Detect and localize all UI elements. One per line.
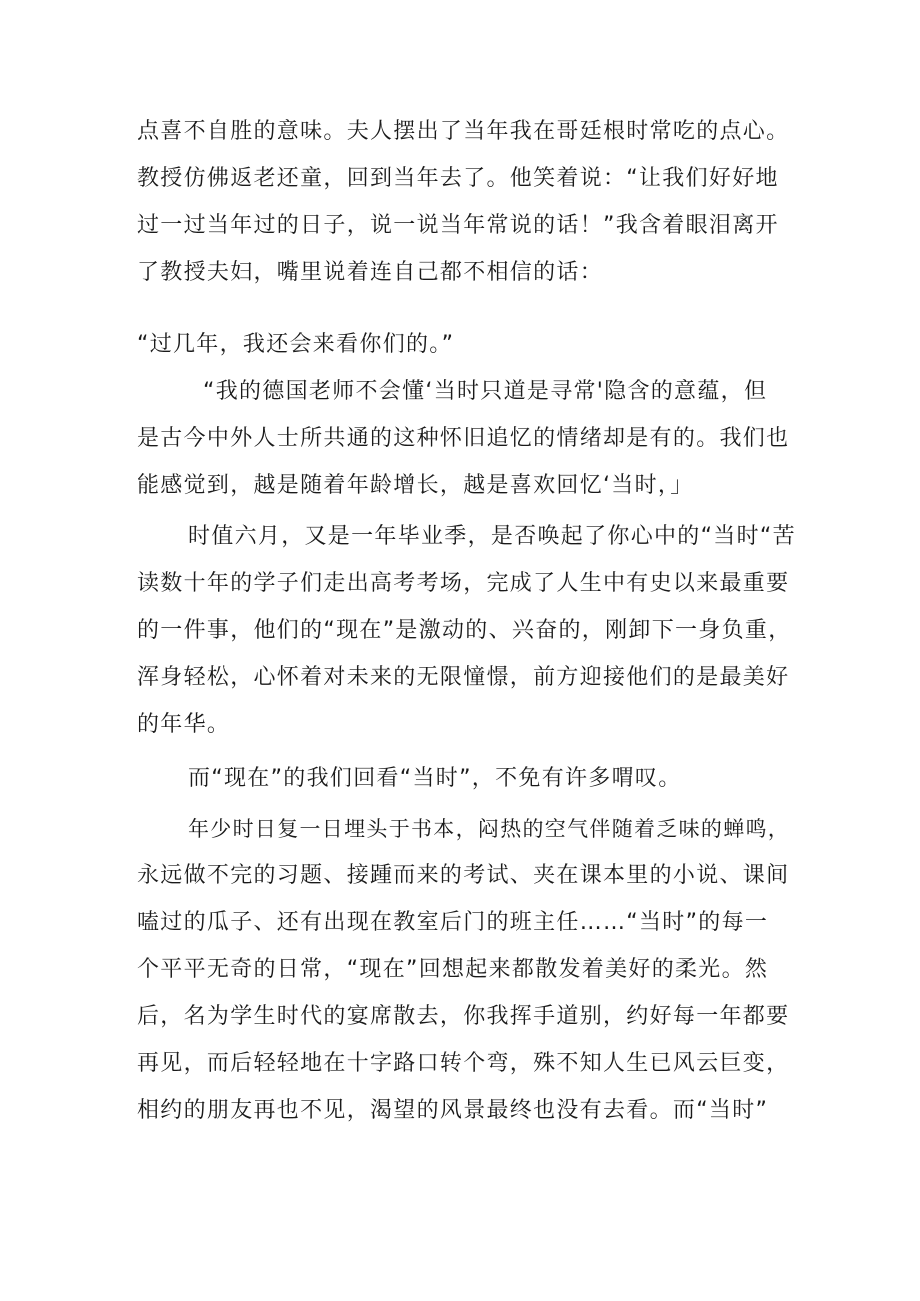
text-line-7: 是古今中外人士所共通的这种怀旧追忆的情绪却是有的。我们也 — [137, 426, 790, 451]
text-line-13: 的年华。 — [137, 712, 231, 737]
text-line-21: 相约的朋友再也不见，渴望的风景最终也没有去看。而“当时” — [137, 1098, 769, 1123]
text-line-5: “过几年，我还会来看你们的。” — [137, 332, 455, 357]
text-line-8: 能感觉到，越是随着年龄增长，越是喜欢回忆‘当时，」 — [137, 473, 694, 498]
text-line-19: 后，名为学生时代的宴席散去，你我挥手道别，约好每一年都要 — [137, 1004, 790, 1029]
text-line-4: 了教授夫妇，嘴里说着连自己都不相信的话： — [137, 260, 604, 285]
text-line-1: 点喜不自胜的意味。夫人摆出了当年我在哥廷根时常吃的点心。 — [137, 119, 790, 144]
text-line-9: 时值六月，又是一年毕业季，是否唤起了你心中的“当时“苦 — [188, 524, 796, 549]
text-line-3: 过一过当年过的日子，说一说当年常说的话！”我含着眼泪离开 — [137, 213, 779, 238]
text-line-18: 个平平无奇的日常，“现在”回想起来都散发着美好的柔光。然 — [137, 957, 769, 982]
text-line-15: 年少时日复一日埋头于书本，闷热的空气伴随着乏味的蝉鸣， — [188, 817, 791, 841]
text-line-10: 读数十年的学子们走出高考考场，完成了人生中有史以来最重要 — [137, 571, 790, 596]
text-line-6: “我的德国老师不会懂‘当时只道是寻常'隐含的意蕴，但 — [203, 379, 768, 404]
text-line-12: 浑身轻松，心怀着对未来的无限憧憬，前方迎接他们的是最美好 — [137, 665, 790, 690]
text-line-20: 再见，而后轻轻地在十字路口转个弯，殊不知人生已风云巨变， — [137, 1051, 790, 1076]
text-line-17: 嗑过的瓜子、还有出现在教室后门的班主任……“当时”的每一 — [137, 910, 769, 935]
text-line-11: 的一件事，他们的“现在”是激动的、兴奋的，刚卸下一身负重， — [137, 618, 792, 643]
text-line-14: 而“现在”的我们回看“当时”，不免有许多喟叹。 — [188, 766, 682, 791]
text-line-16: 永远做不完的习题、接踵而来的考试、夹在课本里的小说、课间 — [137, 863, 790, 888]
text-line-2: 教授仿佛返老还童，回到当年去了。他笑着说：“让我们好好地 — [137, 166, 779, 191]
